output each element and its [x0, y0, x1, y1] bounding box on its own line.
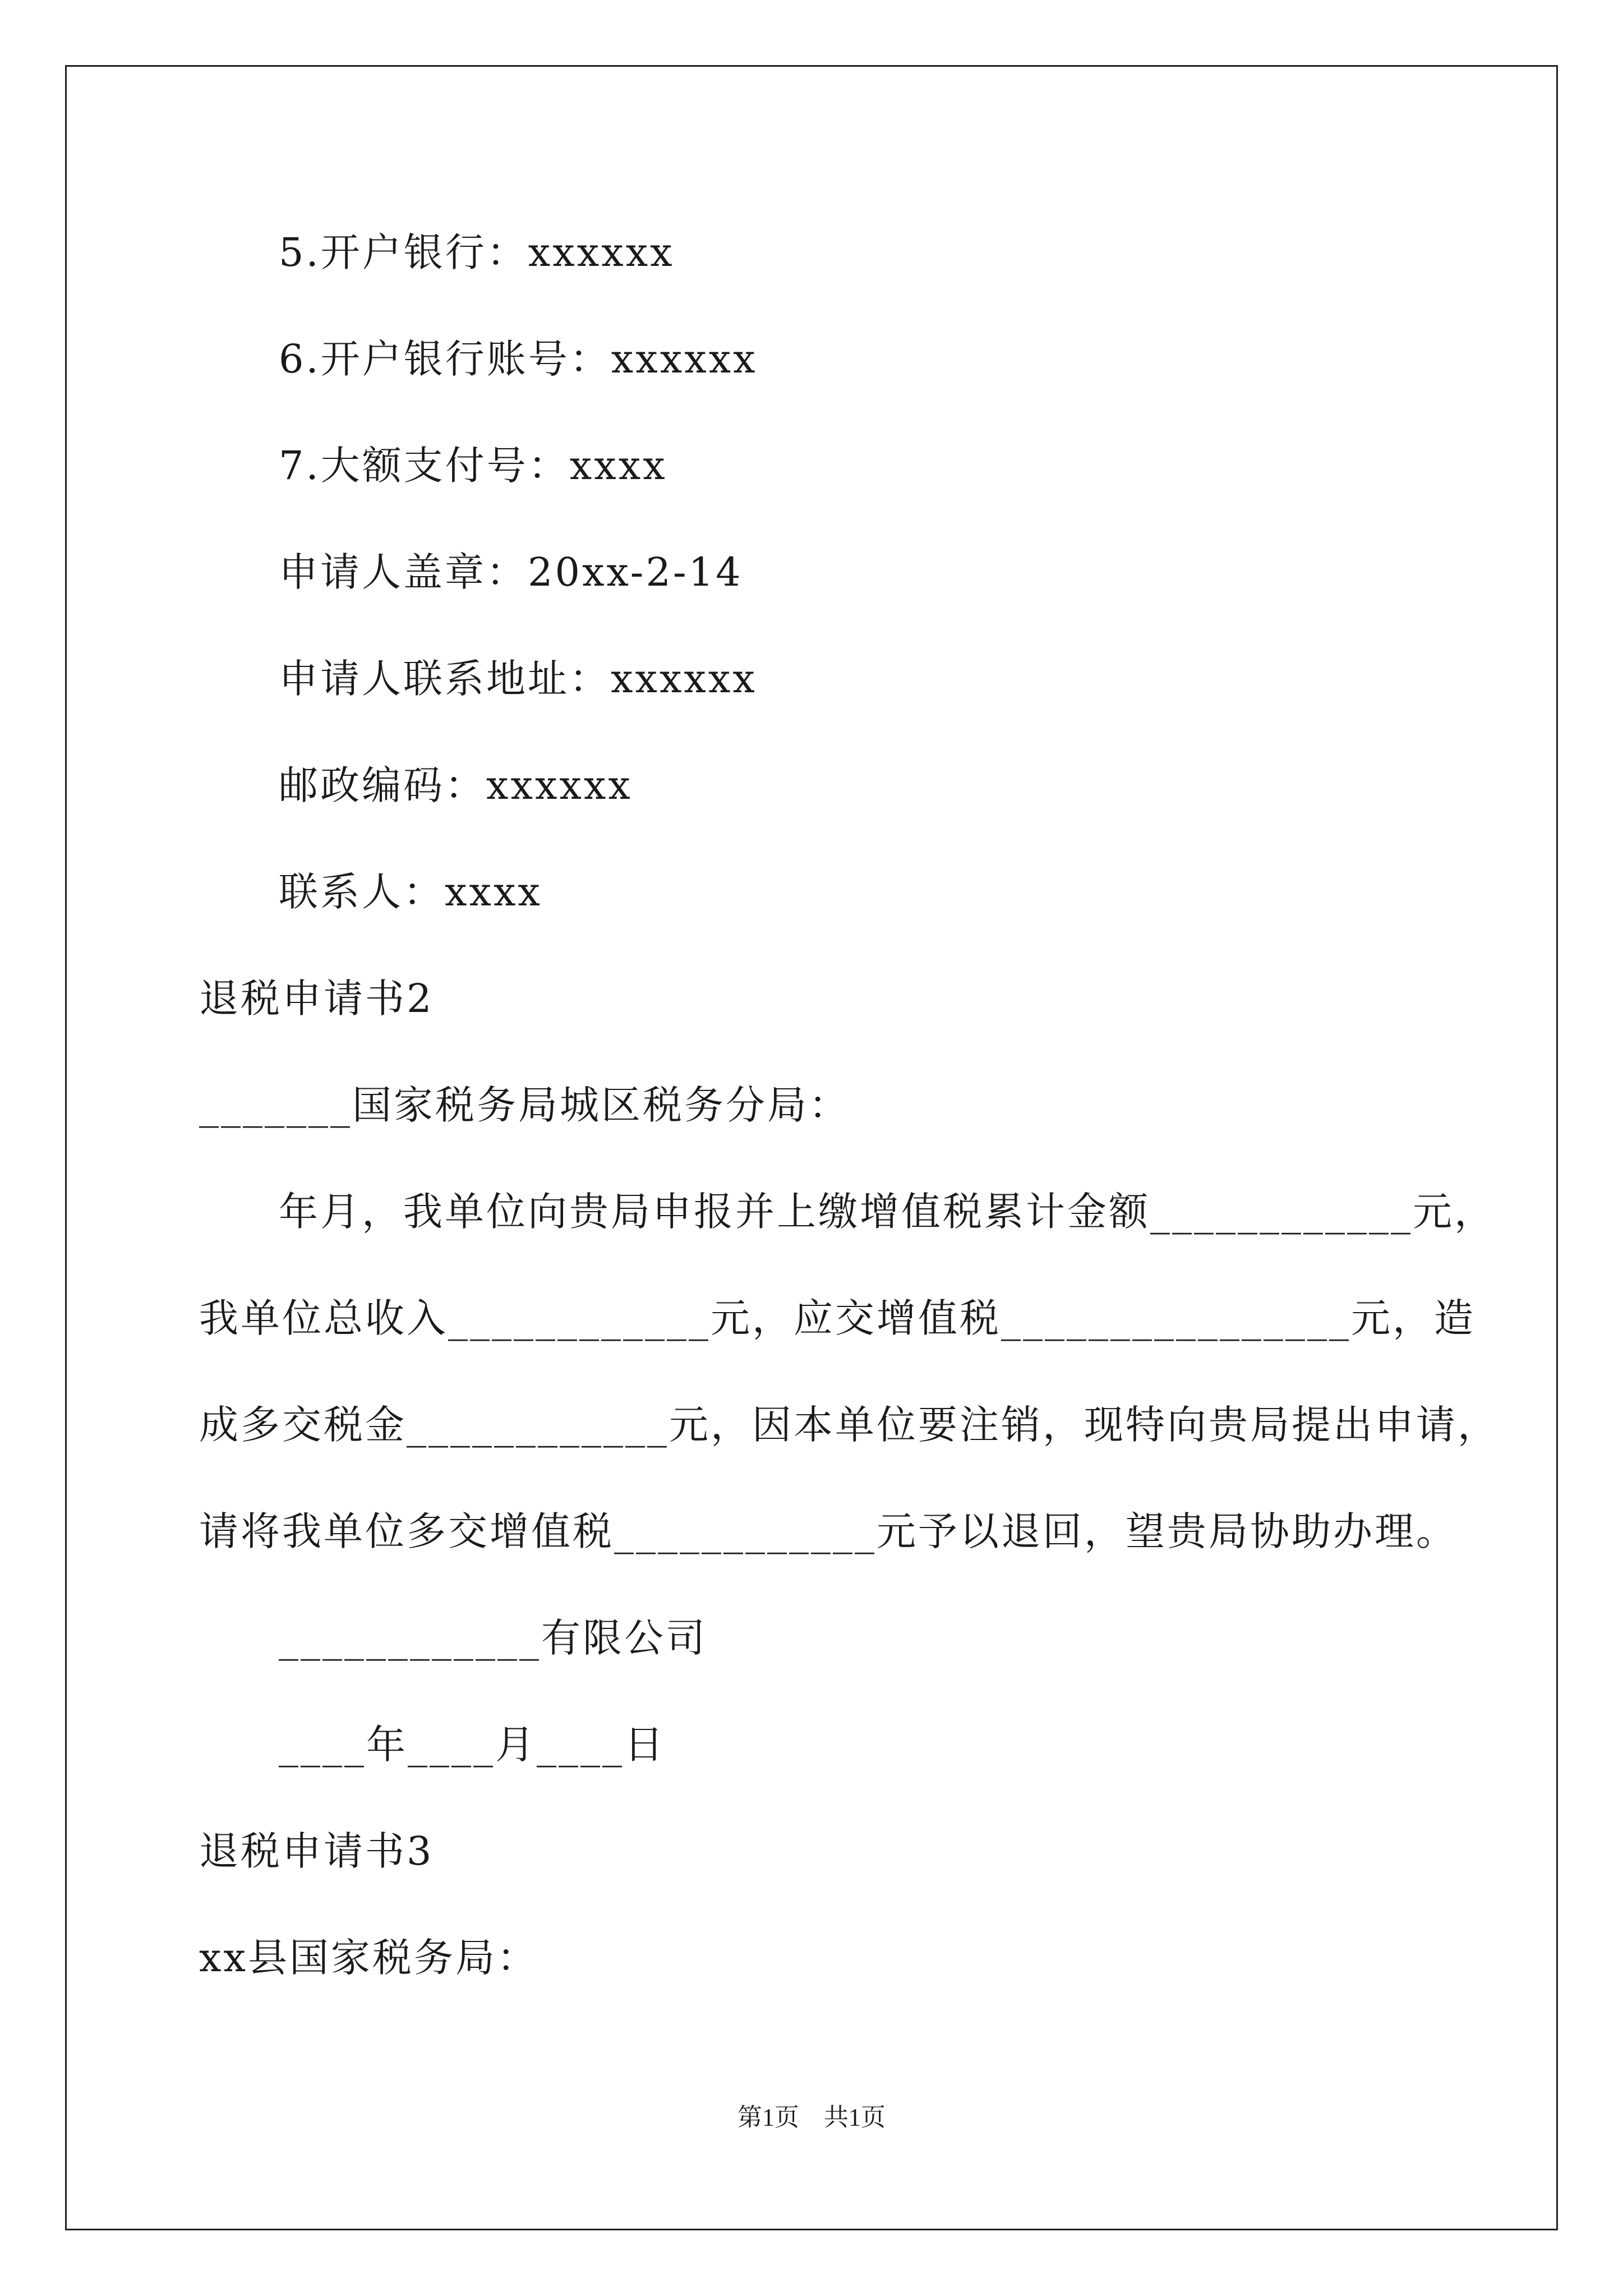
contact-line: 联系人：xxxx [279, 869, 542, 915]
large-payment-number-line: 7.大额支付号：xxxx [279, 443, 667, 489]
bank-line: 5.开户银行：xxxxxx [279, 229, 675, 275]
page-border [65, 65, 1558, 2230]
page-footer: 第1页 共1页 [737, 2104, 886, 2131]
section-title-2: 退税申请书2 [199, 976, 434, 1022]
body-line-2: 我单位总收入____________元，应交增值税________________元，造 [199, 1295, 1476, 1341]
body-line-3: 成多交税金____________元，因本单位要注销，现特向贵局提出申请， [199, 1402, 1499, 1448]
addressee-line-3: xx县国家税务局： [199, 1935, 538, 1981]
applicant-seal-line: 申请人盖章：20xx-2-14 [279, 549, 743, 595]
postal-code-line: 邮政编码：xxxxxx [279, 762, 633, 808]
section-title-3: 退税申请书3 [199, 1828, 434, 1874]
applicant-address-line: 申请人联系地址：xxxxxx [279, 656, 757, 702]
date-line: ____年____月____日 [279, 1722, 666, 1768]
bank-account-line: 6.开户银行账号：xxxxxx [279, 336, 758, 382]
body-line-1: 年月，我单位向贵局申报并上缴增值税累计金额____________元， [279, 1189, 1496, 1235]
addressee-line-2: _______国家税务局城区税务分局： [199, 1082, 850, 1128]
body-line-4: 请将我单位多交增值税____________元予以退回，望贵局协助办理。 [199, 1508, 1458, 1554]
company-signature-line: ____________有限公司 [279, 1615, 707, 1661]
